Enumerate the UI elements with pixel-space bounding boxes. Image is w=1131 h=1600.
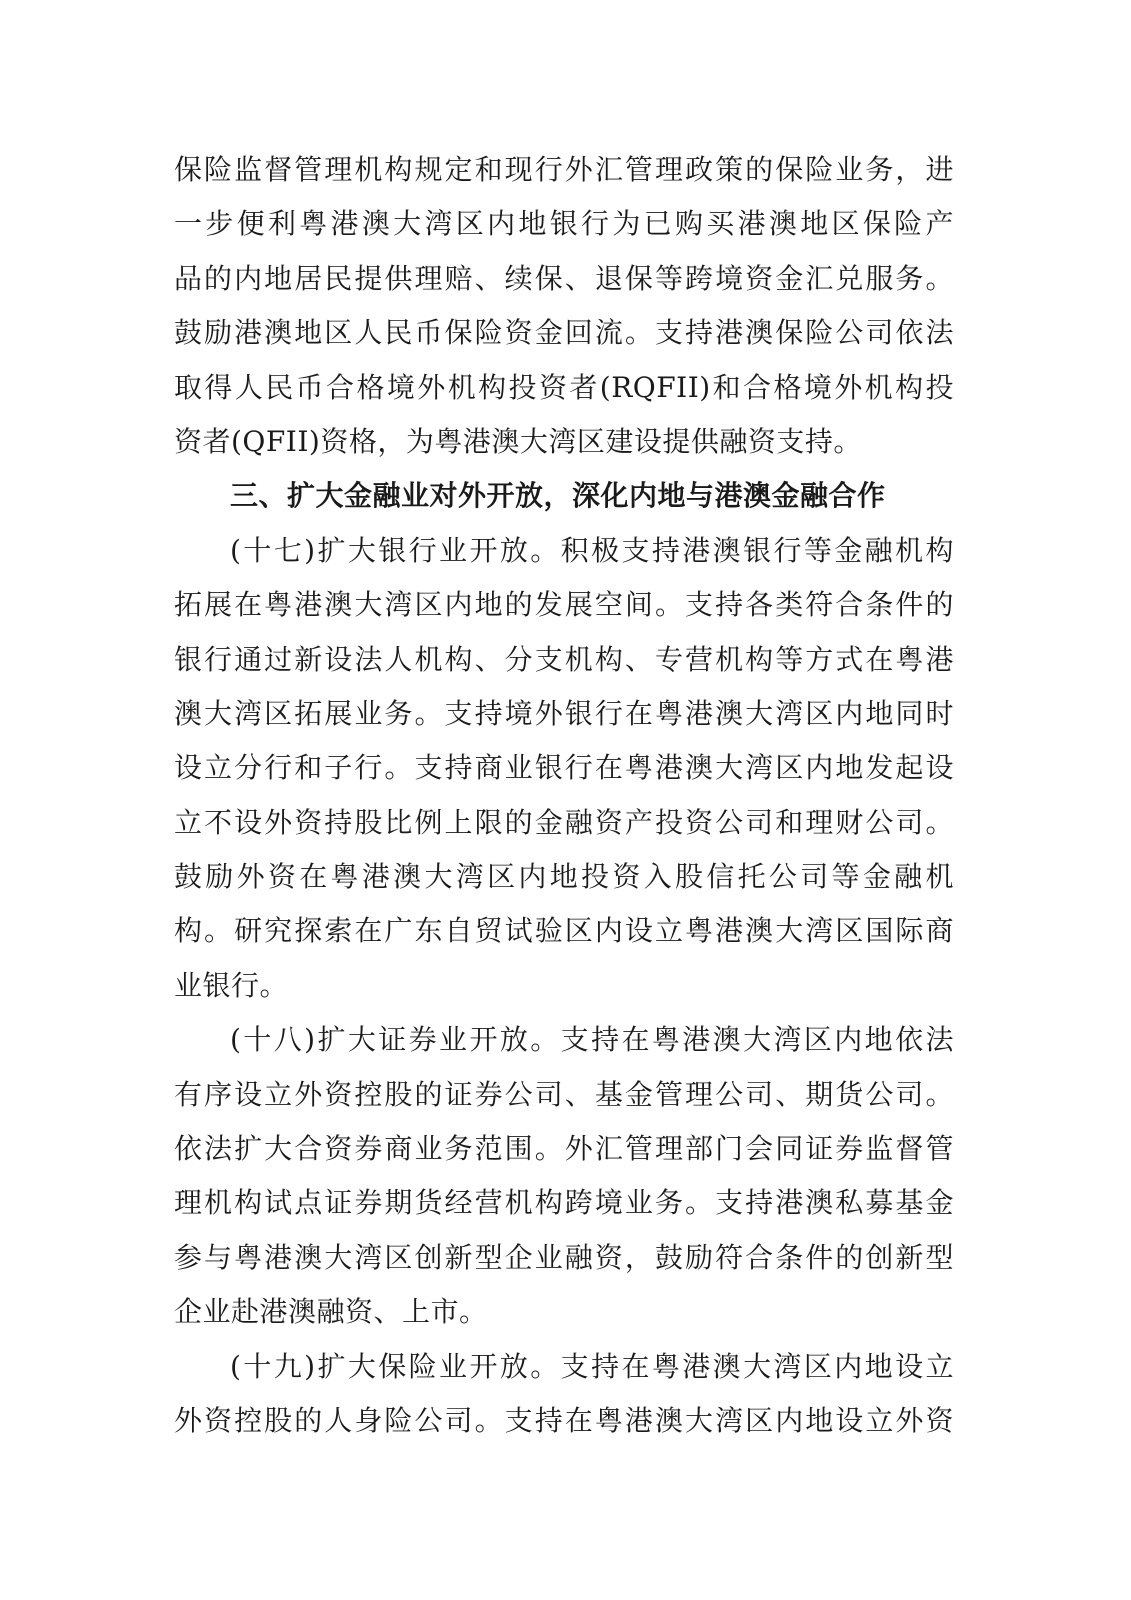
text-line: 鼓励港澳地区人民币保险资金回流。支持港澳保险公司依法 [174,316,954,350]
document-body [174,143,954,1448]
paragraph-17 [174,524,954,1014]
text-line: (十八)扩大证券业开放。支持在粤港澳大湾区内地依法 [230,1023,954,1057]
text-line: 品的内地居民提供理赔、续保、退保等跨境资金汇兑服务。 [174,261,954,295]
text-line: (十七)扩大银行业开放。积极支持港澳银行等金融机构 [230,533,954,567]
text-line: 立不设外资持股比例上限的金融资产投资公司和理财公司。 [174,805,954,839]
paragraph-continuation [174,143,954,469]
text-line: 鼓励外资在粤港澳大湾区内地投资入股信托公司等金融机 [174,860,954,894]
section-heading: 三、扩大金融业对外开放，深化内地与港澳金融合作 [230,479,886,513]
text-line: 理机构试点证券期货经营机构跨境业务。支持港澳私募基金 [174,1186,954,1220]
text-line: 澳大湾区拓展业务。支持境外银行在粤港澳大湾区内地同时 [174,696,954,730]
text-line: 资者(QFII)资格，为粤港澳大湾区建设提供融资支持。 [174,424,862,458]
text-line: 取得人民币合格境外机构投资者(RQFII)和合格境外机构投 [174,370,954,404]
paragraph-19 [174,1340,954,1449]
text-line: 外资控股的人身险公司。支持在粤港澳大湾区内地设立外资 [174,1403,954,1437]
text-line: 参与粤港澳大湾区创新型企业融资，鼓励符合条件的创新型 [174,1240,954,1274]
text-line: 依法扩大合资券商业务范围。外汇管理部门会同证券监督管 [174,1132,954,1166]
paragraph-18 [174,1013,954,1339]
text-line: 构。研究探索在广东自贸试验区内设立粤港澳大湾区国际商 [174,914,954,948]
text-line: 保险监督管理机构规定和现行外汇管理政策的保险业务，进 [174,153,954,186]
text-line: (十九)扩大保险业开放。支持在粤港澳大湾区内地设立 [230,1349,954,1383]
text-line: 银行通过新设法人机构、分支机构、专营机构等方式在粤港 [174,642,954,676]
text-line: 拓展在粤港澳大湾区内地的发展空间。支持各类符合条件的 [174,588,954,622]
text-line: 有序设立外资控股的证券公司、基金管理公司、期货公司。 [174,1077,954,1111]
text-line: 业银行。 [174,968,289,1002]
text-line: 设立分行和子行。支持商业银行在粤港澳大湾区内地发起设 [174,751,954,785]
text-line: 企业赴港澳融资、上市。 [174,1295,488,1329]
text-line: 一步便利粤港澳大湾区内地银行为已购买港澳地区保险产 [174,207,954,241]
